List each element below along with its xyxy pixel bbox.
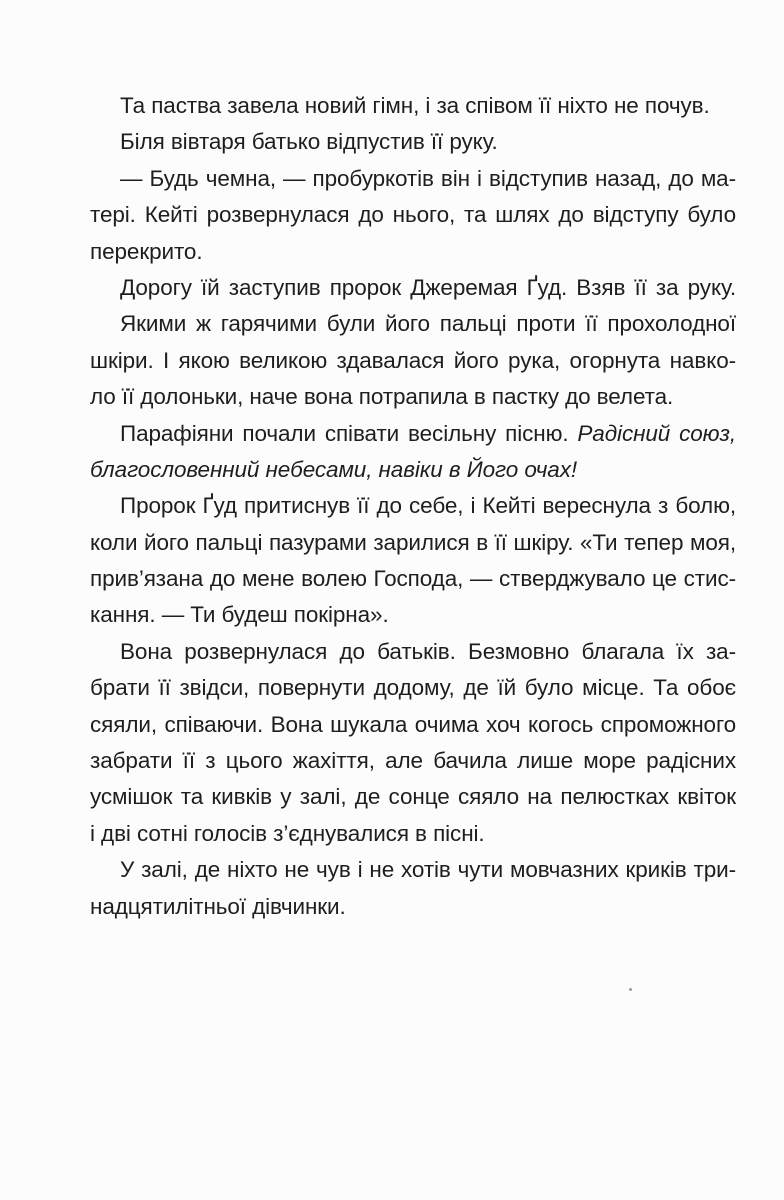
text-line — [90, 416, 736, 452]
text-line: благословенний небесами, навіки в Його очах! — [90, 456, 577, 482]
text-line: Вона розвернулася до батьків. Безмовно благала їх за- — [120, 638, 736, 664]
text-line: тері. Кейті розвернулася до нього, та шлях до відступу було — [90, 202, 736, 228]
body-text — [90, 88, 736, 925]
text-line: шкіри. І якою великою здавалася його рука, огорнута навко- — [90, 347, 736, 373]
text-line: брати її звідси, повернути додому, де їй було місце. Та обоє — [90, 675, 736, 701]
text-line: прив’язана до мене волею Господа, — стверджувало це стис- — [90, 566, 736, 592]
text-line: Та паства завела новий гімн, і за співом її ніхто не почув. — [120, 93, 710, 118]
text-line: — Будь чемна, — пробуркотів він і відступив назад, до ма- — [120, 165, 736, 191]
text-line: Пророк Ґуд притиснув її до себе, і Кейті вереснула з болю, — [120, 493, 736, 519]
text-line: і дві сотні голосів з’єднувалися в пісні. — [90, 820, 485, 846]
text-line: надцятилітньої дівчинки. — [90, 893, 346, 919]
text-line-plain: Парафіяни почали співати весільну пісню. — [120, 420, 578, 446]
text-line: кання. — Ти будеш покірна». — [90, 602, 389, 628]
text-line-italic: Радісний союз, — [577, 420, 736, 446]
text-line: ло її долоньки, наче вона потрапила в пастку до велета. — [90, 384, 674, 410]
paper-speck — [629, 988, 632, 991]
text-line: Якими ж гарячими були його пальці проти її прохолодної — [120, 311, 736, 337]
text-line: Біля вівтаря батько відпустив її руку. — [120, 129, 498, 155]
text-line: Дорогу їй заступив пророк Джеремая Ґуд. Взяв її за руку. — [120, 274, 736, 300]
text-line: перекрито. — [90, 238, 203, 264]
text-line: забрати її з цього жахіття, але бачила лише море радісних — [90, 748, 736, 774]
text-line: У залі, де ніхто не чув і не хотів чути мовчазних криків три- — [120, 857, 736, 883]
text-line: сяяли, співаючи. Вона шукала очима хоч когось спроможного — [90, 711, 736, 737]
text-line: коли його пальці пазурами зарилися в її шкіру. «Ти тепер моя, — [90, 529, 736, 555]
text-line: усмішок та кивків у залі, де сонце сяяло на пелюстках квіток — [90, 784, 736, 810]
